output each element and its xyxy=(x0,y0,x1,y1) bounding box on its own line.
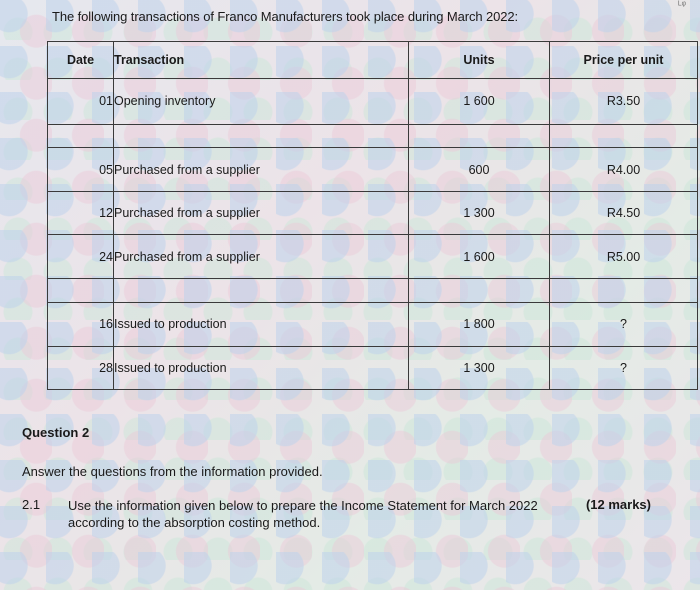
empty-cell xyxy=(48,279,114,303)
empty-cell xyxy=(409,279,550,303)
header-price: Price per unit xyxy=(550,42,698,79)
table-row xyxy=(48,303,698,346)
row-price: R4.00 xyxy=(550,148,698,191)
row-price: ? xyxy=(550,303,698,346)
corner-mark: ᴸᵠ xyxy=(678,0,686,11)
question-item-text: Use the information given below to prepare the Income Statement for March 2022 according to the absorption costing method. xyxy=(68,498,538,530)
row-price: ? xyxy=(550,346,698,389)
table-header-row xyxy=(48,42,698,79)
table-row xyxy=(48,191,698,234)
question-item-number: 2.1 xyxy=(22,497,41,512)
row-date: 12 xyxy=(48,191,114,234)
row-units: 1 600 xyxy=(409,79,550,124)
empty-cell xyxy=(114,279,409,303)
question-instruction: Answer the questions from the information provided. xyxy=(22,464,323,479)
row-units: 1 800 xyxy=(409,303,550,346)
transactions-table xyxy=(47,41,698,390)
question-title: Question 2 xyxy=(22,425,90,440)
table-row xyxy=(48,148,698,191)
row-units: 1 600 xyxy=(409,235,550,279)
row-date: 16 xyxy=(48,303,114,346)
table-row xyxy=(48,235,698,279)
row-units: 600 xyxy=(409,148,550,191)
row-transaction: Purchased from a supplier xyxy=(114,148,409,191)
empty-cell xyxy=(550,124,698,148)
row-units: 1 300 xyxy=(409,346,550,389)
row-date: 24 xyxy=(48,235,114,279)
empty-cell xyxy=(114,124,409,148)
question-item-marks: (12 marks) xyxy=(585,497,651,512)
empty-cell xyxy=(550,279,698,303)
row-price: R3.50 xyxy=(550,79,698,124)
table-row xyxy=(48,79,698,124)
row-price: R4.50 xyxy=(550,191,698,234)
row-transaction: Issued to production xyxy=(114,303,409,346)
row-date: 28 xyxy=(48,346,114,389)
row-date: 05 xyxy=(48,148,114,191)
row-transaction: Issued to production xyxy=(114,346,409,389)
row-transaction: Purchased from a supplier xyxy=(114,191,409,234)
header-units: Units xyxy=(409,42,550,79)
empty-cell xyxy=(409,124,550,148)
intro-text: The following transactions of Franco Manufacturers took place during March 2022: xyxy=(52,9,519,24)
row-transaction: Purchased from a supplier xyxy=(114,235,409,279)
row-date: 01 xyxy=(48,79,114,124)
header-date: Date xyxy=(48,42,114,79)
table-row xyxy=(48,346,698,389)
header-transaction: Transaction xyxy=(114,42,409,79)
empty-cell xyxy=(48,124,114,148)
row-units: 1 300 xyxy=(409,191,550,234)
table-row-empty xyxy=(48,124,698,148)
row-price: R5.00 xyxy=(550,235,698,279)
table-row-empty xyxy=(48,279,698,303)
row-transaction: Opening inventory xyxy=(114,79,409,124)
